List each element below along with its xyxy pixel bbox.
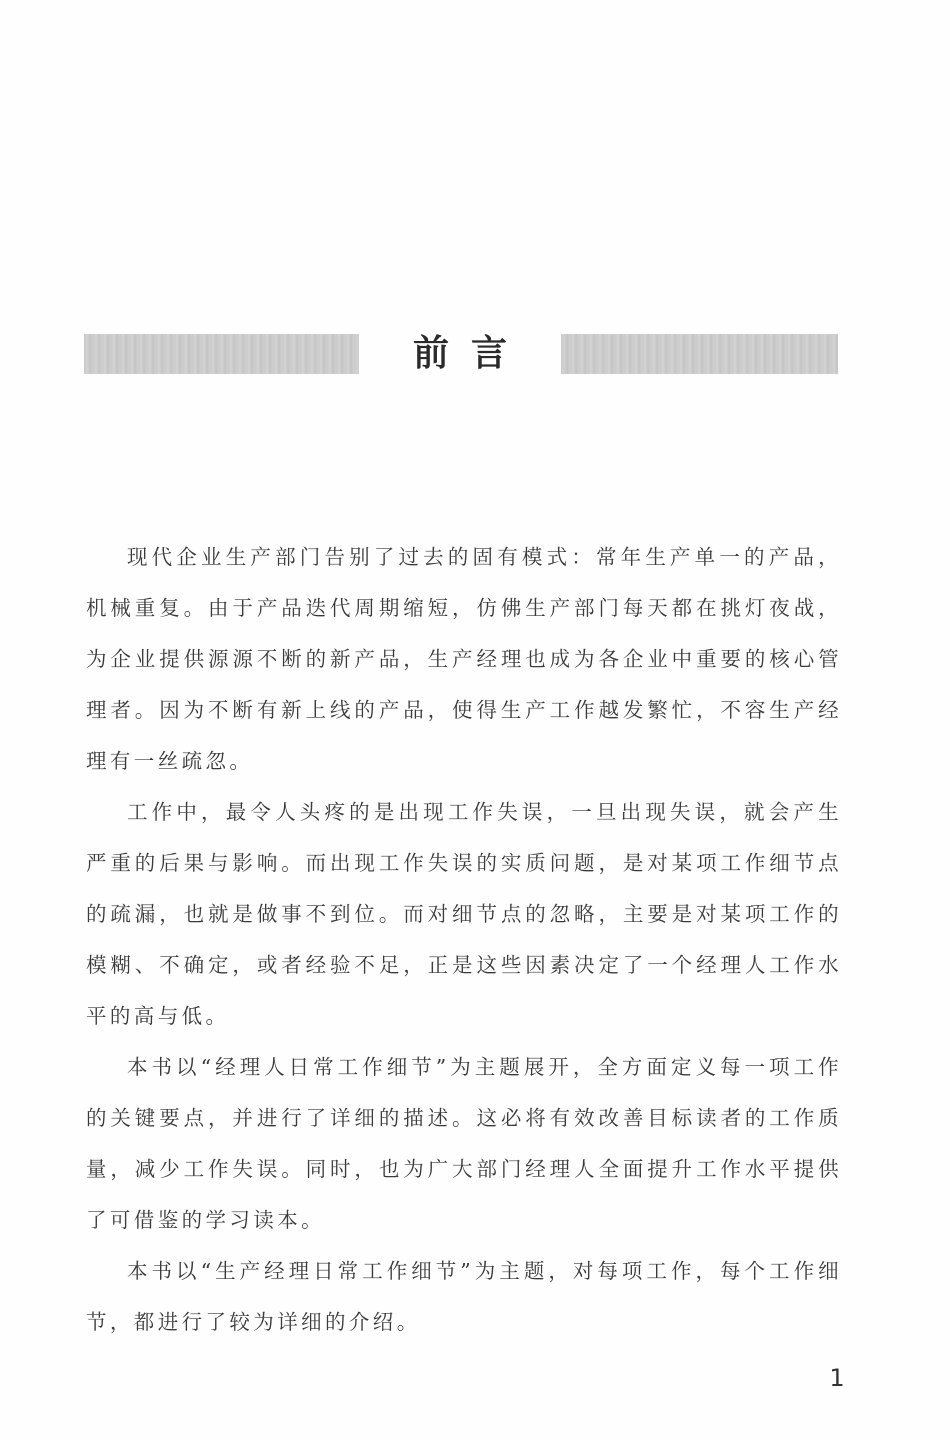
heading-decorative-bar-right bbox=[561, 334, 838, 374]
paragraph: 现代企业生产部门告别了过去的固有模式：常年生产单一的产品，机械重复。由于产品迭代周期缩短，仿佛生产部门每天都在挑灯夜战，为企业提供源源不断的新产品，生产经理也成为各企业中重要的核心管理者。因为不断有新上线的产品，使得生产工作越发繁忙，不容生产经理有一丝疏忽。 bbox=[86, 545, 842, 773]
chapter-title: 前言 bbox=[412, 333, 529, 374]
paragraph: 工作中，最令人头疼的是出现工作失误，一旦出现失误，就会产生严重的后果与影响。而出现工作失误的实质问题，是对某项工作细节点的疏漏，也就是做事不到位。而对细节点的忽略，主要是对某项工作的模糊、不确定，或者经验不足，正是这些因素决定了一个经理人工作水平的高与低。 bbox=[86, 800, 842, 1028]
preface-body bbox=[86, 532, 842, 1348]
paragraph: 本书以“生产经理日常工作细节”为主题，对每项工作，每个工作细节，都进行了较为详细的介绍。 bbox=[86, 1259, 842, 1334]
paragraph: 本书以“经理人日常工作细节”为主题展开，全方面定义每一项工作的关键要点，并进行了详细的描述。这必将有效改善目标读者的工作质量，减少工作失误。同时，也为广大部门经理人全面提升工作水平提供了可借鉴的学习读本。 bbox=[86, 1055, 842, 1232]
chapter-heading bbox=[84, 332, 838, 376]
page-number: 1 bbox=[829, 1364, 845, 1392]
heading-decorative-bar-left bbox=[84, 334, 359, 374]
